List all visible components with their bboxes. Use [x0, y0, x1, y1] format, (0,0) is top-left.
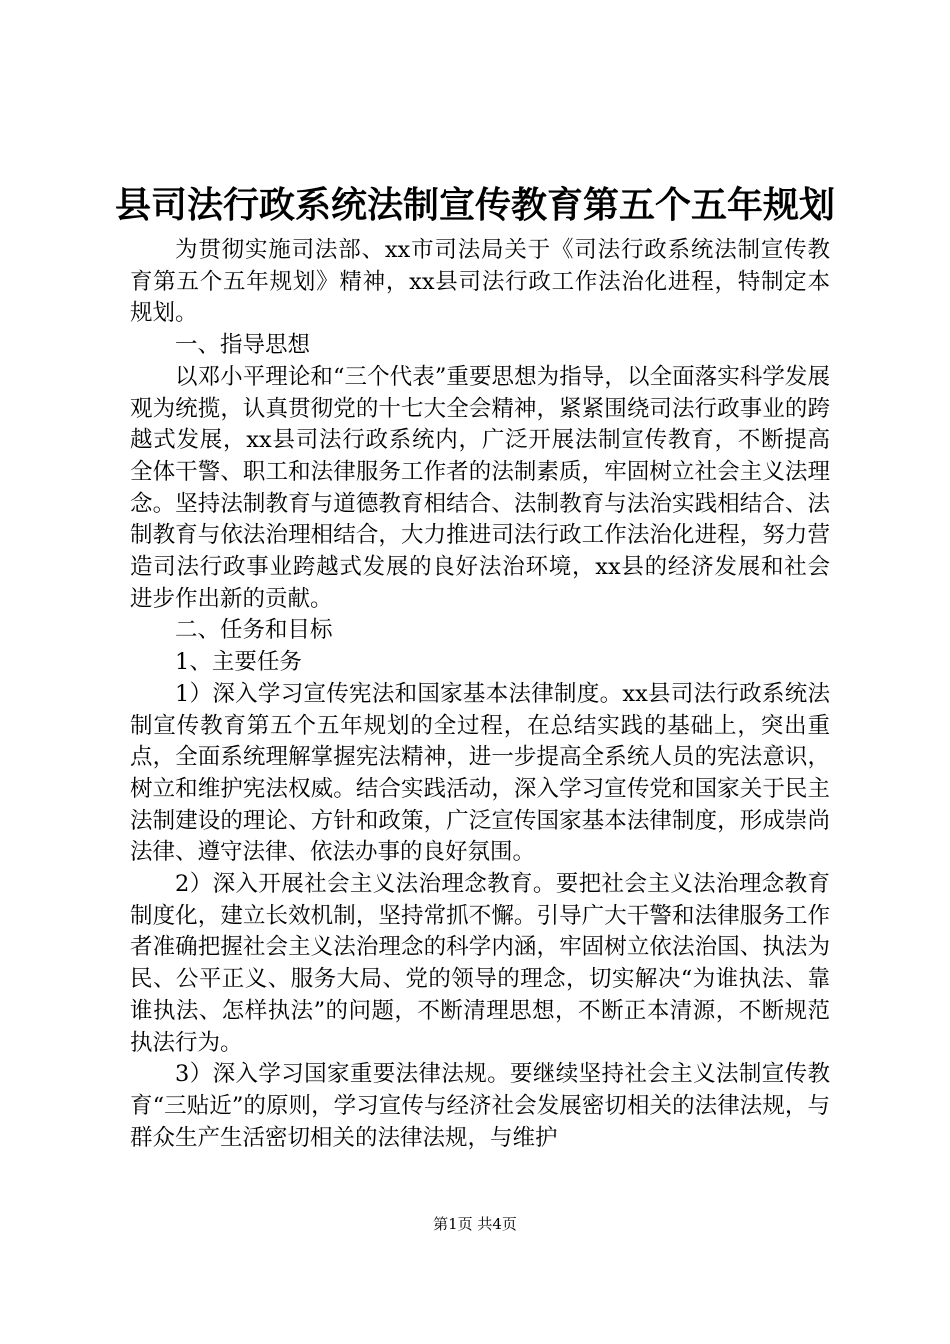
paragraph-intro: 为贯彻实施司法部、xx市司法局关于《司法行政系统法制宣传教育第五个五年规划》精神，xx县司法行政工作法治化进程，特制定本规划。	[130, 237, 830, 327]
section-heading-guiding-ideology: 一、指导思想	[175, 332, 311, 359]
paragraph-guiding-ideology: 以邓小平理论和“三个代表”重要思想为指导，以全面落实科学发展观为统揽，认真贯彻党的十七大全会精神，紧紧围绕司法行政事业的跨越式发展，xx县司法行政系统内，广泛开展法制宣传教育，不断提高全体干警、职工和法律服务工作者的法制素质，牢固树立社会主义法理念。坚持法制教育与道德教育相结合、法制教育与法治实践相结合、法制教育与依法治理相结合，大力推进司法行政工作法治化进程，努力营造司法行政事业跨越式发展的良好法治环境，xx县的经济发展和社会进步作出新的贡献。	[130, 363, 830, 612]
paragraph-task-2: 2）深入开展社会主义法治理念教育。要把社会主义法治理念教育制度化，建立长效机制，坚持常抓不懈。引导广大干警和法律服务工作者准确把握社会主义法治理念的科学内涵，牢固树立依法治国、执法为民、公平正义、服务大局、党的领导的理念，切实解决“为谁执法、靠谁执法、怎样执法”的问题，不断清理思想，不断正本清源，不断规范执法行为。	[130, 871, 830, 1056]
paragraph-task-3: 3）深入学习国家重要法律法规。要继续坚持社会主义法制宣传教育“三贴近”的原则，学习宣传与经济社会发展密切相关的法律法规，与群众生产生活密切相关的法律法规，与维护	[130, 1061, 830, 1151]
section-heading-tasks-goals: 二、任务和目标	[175, 617, 333, 644]
document-title: 县司法行政系统法制宣传教育第五个五年规划	[114, 185, 835, 226]
subsection-heading-main-tasks: 1、主要任务	[175, 649, 302, 676]
paragraph-task-1: 1）深入学习宣传宪法和国家基本法律制度。xx县司法行政系统法制宣传教育第五个五年规划的全过程，在总结实践的基础上，突出重点，全面系统理解掌握宪法精神，进一步提高全系统人员的宪法意识，树立和维护宪法权威。结合实践活动，深入学习宣传党和国家关于民主法制建设的理论、方针和政策，广泛宣传国家基本法律制度，形成崇尚法律、遵守法律、依法办事的良好氛围。	[130, 680, 830, 866]
page-number-footer: 第1页 共4页	[433, 1215, 517, 1233]
document-body	[130, 235, 830, 1154]
